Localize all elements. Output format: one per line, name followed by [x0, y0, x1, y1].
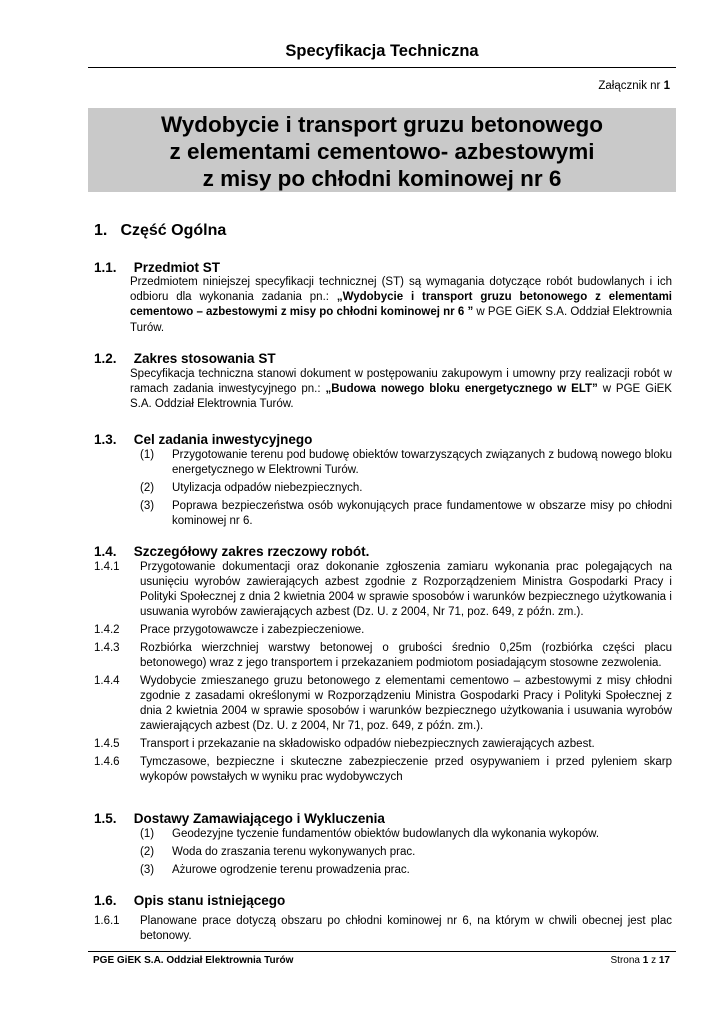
subsection-1-2-number: 1.2.	[94, 351, 117, 366]
list-item-text: Prace przygotowawcze i zabezpieczeniowe.	[140, 624, 365, 636]
subsection-1-5-title: Dostawy Zamawiającego i Wykluczenia	[133, 811, 385, 826]
list-marker: 1.6.1	[94, 915, 120, 927]
list-marker: (1)	[140, 449, 155, 461]
list-item-text: Woda do zraszania terenu wykonywanych prac.	[172, 846, 416, 858]
list-item-text: Wydobycie zmieszanego gruzu betonowego z elementami cementowo – azbestowymi z misy chłodni zgodnie z zasadami określonymi w Rozporządzeniu Ministra Gospodarki Pracy i Polityki Społecznej z dnia 2 kwietnia 2004 w sprawie sposobów i warunków bezpiecznego użytkowania i usuwania wyrobów zawierających azbest (Dz. U. z 2004, Nr 71, poz. 649, z późn. zm.).	[140, 675, 672, 732]
list-item	[94, 560, 672, 620]
subsection-1-1-paragraph	[130, 275, 672, 336]
footer-of-label: z	[651, 955, 657, 966]
subsection-1-5-number: 1.5.	[94, 811, 117, 826]
section-1-title: Część Ogólna	[120, 222, 227, 239]
s1-1-text-a: Przedmiotem niniejszej specyfikacji technicznej (ST) są wymagania dotyczące robót budowlanych i ich odbioru dla wykonania zadania pn.:	[130, 276, 672, 304]
list-marker: (2)	[140, 846, 155, 858]
list-marker: 1.4.4	[94, 675, 120, 687]
subsection-1-1-number: 1.1.	[94, 260, 117, 275]
subsection-1-6-number: 1.6.	[94, 893, 117, 908]
s1-2-text-bold: „Budowa nowego bloku energetycznego w ELT”	[325, 383, 598, 396]
footer-page-number: 1	[642, 955, 649, 966]
list-item-text: Ażurowe ogrodzenie terenu prowadzenia prac.	[172, 864, 410, 876]
subsection-1-4-title: Szczegółowy zakres rzeczowy robót.	[133, 544, 370, 559]
list-item	[140, 448, 672, 478]
list-marker: 1.4.2	[94, 624, 120, 636]
annex-label	[598, 80, 670, 92]
section-1-heading	[94, 222, 226, 240]
subsection-1-2-title: Zakres stosowania ST	[133, 351, 276, 366]
list-marker: 1.4.5	[94, 738, 120, 750]
s1-1-text-bold: „Wydobycie i transport gruzu betonowego z elementami cementowo – azbestowymi z misy po chłodni kominowej nr 6 ”	[130, 291, 672, 319]
subsection-1-2-heading	[94, 351, 276, 366]
list-marker: 1.4.3	[94, 642, 120, 654]
subsection-1-3-list	[140, 448, 672, 532]
title-line-2: z elementami cementowo- azbestowymi	[169, 139, 595, 164]
subsection-1-2-paragraph	[130, 367, 672, 413]
list-item	[94, 755, 672, 785]
subsection-1-6-title: Opis stanu istniejącego	[133, 893, 286, 908]
subsection-1-6-list	[94, 914, 672, 947]
list-marker: (2)	[140, 482, 155, 494]
list-marker: (3)	[140, 864, 155, 876]
document-title-box	[88, 108, 676, 192]
subsection-1-3-heading	[94, 432, 312, 447]
annex-text: Załącznik nr	[598, 80, 661, 92]
s1-2-text-a: Specyfikacja techniczna stanowi dokument w postępowaniu zakupowym i umowny przy realizacji robót w ramach zadania inwestycyjnego pn.:	[130, 368, 672, 396]
header-divider	[88, 67, 676, 68]
list-marker: 1.4.1	[94, 561, 120, 573]
footer-company: PGE GiEK S.A. Oddział Elektrownia Turów	[93, 955, 294, 966]
subsection-1-4-list	[94, 560, 672, 788]
s1-2-text-b: w PGE GiEK S.A. Oddział Elektrownia Turów.	[130, 383, 672, 411]
subsection-1-3-number: 1.3.	[94, 432, 117, 447]
list-item-text: Utylizacja odpadów niebezpiecznych.	[172, 482, 363, 494]
list-item	[94, 674, 672, 734]
list-item	[94, 914, 672, 944]
list-item-text: Przygotowanie dokumentacji oraz dokonanie zgłoszenia zamiaru wykonania prac polegających na usunięciu wyrobów zawierających azbest zgodnie z Rozporządzeniem Ministra Gospodarki Pracy i Polityki Społecznej z dnia 2 kwietnia 2004 w sprawie sposobów i warunków bezpiecznego użytkowania i usuwania wyrobów zawierających azbest (Dz. U. z 2004, Nr 71, poz. 649, z późn. zm.).	[140, 561, 672, 618]
list-item-text: Tymczasowe, bezpieczne i skuteczne zabezpieczenie przed osypywaniem i przed pyleniem skarp wykopów powstałych w wyniku prac wydobywczych	[140, 756, 672, 783]
title-line-1: Wydobycie i transport gruzu betonowego	[160, 112, 604, 137]
section-1-number: 1.	[94, 222, 108, 239]
s1-1-text-b: w PGE GiEK S.A. Oddział Elektrownia Turów.	[130, 306, 672, 334]
footer-page-total: 17	[658, 955, 670, 966]
list-item-text: Rozbiórka wierzchniej warstwy betonowej o grubości średnio 0,25m (rozbiórka części placu betonowego) wraz z jego transportem i przekazaniem podmiotom posiadającym stosowne zezwolenia.	[140, 642, 672, 669]
subsection-1-5-list	[140, 827, 672, 881]
title-line-3: z misy po chłodni kominowej nr 6	[202, 166, 562, 191]
list-marker: (3)	[140, 500, 155, 512]
subsection-1-1-heading	[94, 260, 220, 275]
subsection-1-1-title: Przedmiot ST	[133, 260, 221, 275]
page-header-title: Specyfikacja Techniczna	[285, 42, 479, 60]
subsection-1-4-number: 1.4.	[94, 544, 117, 559]
list-item-text: Geodezyjne tyczenie fundamentów obiektów budowlanych dla wykonania wykopów.	[172, 828, 600, 840]
footer-divider	[88, 951, 676, 952]
footer-page-label: Strona	[610, 955, 640, 966]
list-item	[94, 623, 672, 638]
subsection-1-3-title: Cel zadania inwestycyjnego	[133, 432, 313, 447]
list-item	[140, 845, 672, 860]
list-item	[94, 641, 672, 671]
list-item-text: Transport i przekazanie na składowisko odpadów niebezpiecznych zawierających azbest.	[140, 738, 595, 750]
list-item	[94, 737, 672, 752]
list-item-text: Planowane prace dotyczą obszaru po chłodni kominowej nr 6, na którym w chwili obecnej jest plac betonowy.	[140, 915, 672, 942]
list-marker: 1.4.6	[94, 756, 120, 768]
list-item	[140, 827, 672, 842]
list-item	[140, 499, 672, 529]
list-item-text: Poprawa bezpieczeństwa osób wykonujących prace fundamentowe w obszarze misy po chłodni kominowej nr 6.	[172, 500, 672, 527]
list-item-text: Przygotowanie terenu pod budowę obiektów towarzyszących związanych z budową nowego bloku energetycznego w Elektrowni Turów.	[172, 449, 672, 476]
list-item	[140, 863, 672, 878]
subsection-1-5-heading	[94, 811, 385, 826]
subsection-1-4-heading	[94, 544, 369, 559]
subsection-1-6-heading	[94, 893, 285, 908]
annex-number: 1	[663, 80, 670, 92]
list-item	[140, 481, 672, 496]
footer-page-info	[611, 955, 671, 966]
list-marker: (1)	[140, 828, 155, 840]
